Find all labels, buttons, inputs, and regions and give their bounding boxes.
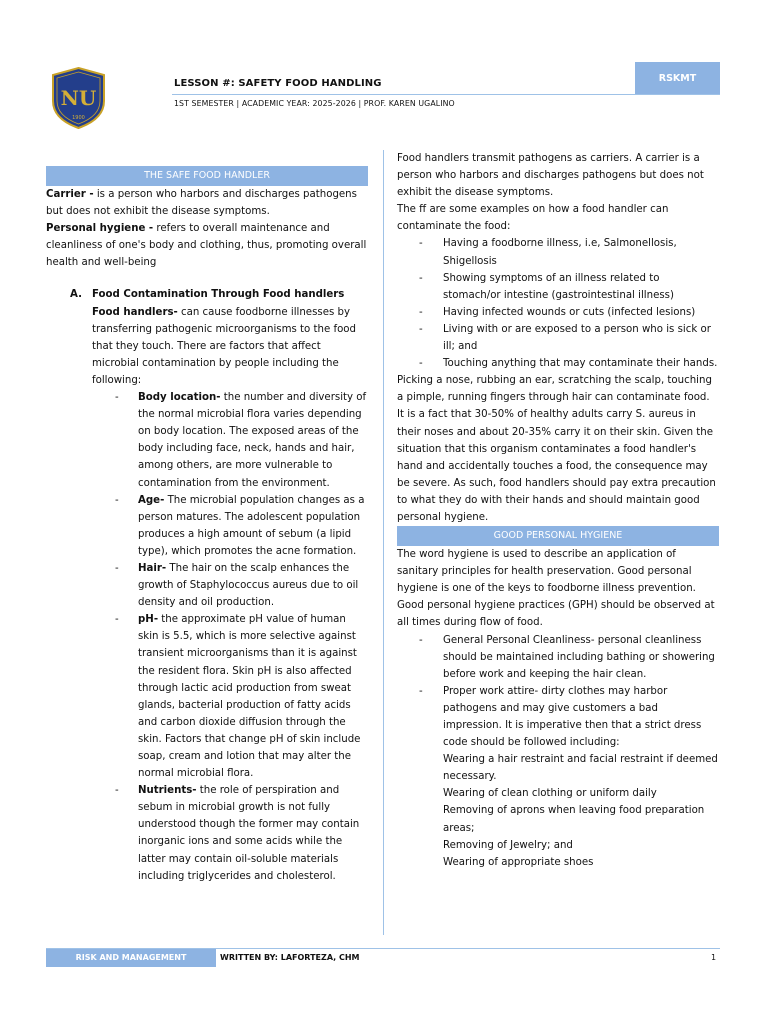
hygiene-paragraph: The word hygiene is used to describe an application of sanitary principles for health preservation. Good personal hygiene is one of the keys to foodborne illness prevention. Good personal hygiene practices (GPH) should be observed at all times during flow of food. [397,549,715,629]
carrier-definition [46,186,368,220]
dress-code-item: Removing of Jewelry; and [443,839,573,851]
factor-description: the role of perspiration and sebum in microbial growth is not fully understood though the former may contain inorganic ions and some acids while the latter may contain oil-soluble materials including triglycerides and cholesterol. [138,785,360,882]
example-text: Having a foodborne illness, i.e, Salmonellosis, Shigellosis [443,238,677,267]
factor-list [92,389,368,885]
section-bar-good-personal-hygiene: GOOD PERSONAL HYGIENE [397,526,719,546]
factor-text [138,611,368,782]
factor-description: the number and diversity of the normal microbial flora varies depending on body location. The exposed areas of the body including face, neck, hands and hair, among others, are more vulnerable to contamination from the environment. [138,392,367,489]
factor-text [138,782,368,885]
factor-item [92,492,368,560]
dash-bullet: - [115,614,119,626]
examples-intro: The ff are some examples on how a food handler can contaminate the food: [397,204,669,233]
factor-text [138,560,368,611]
example-item [397,270,719,304]
factor-term: Hair- [138,562,167,574]
factor-item [92,560,368,611]
example-item [397,235,719,269]
food-handlers-term: Food handlers- [92,306,178,318]
university-logo [50,67,107,129]
factor-text [138,492,368,560]
carrier-intro: Food handlers transmit pathogens as carriers. A carrier is a person who harbors and discharges pathogens but does not exhibit the disease symptoms. [397,153,704,199]
practice-item [397,632,719,683]
example-text: Showing symptoms of an illness related to stomach/or intestine (gastrointestinal illness) [443,272,674,301]
svg-text:1900: 1900 [72,115,85,121]
example-text: Having infected wounds or cuts (infected lesions) [443,306,696,318]
example-item [397,321,719,355]
section-a [46,286,368,884]
dress-code-item: Wearing of appropriate shoes [443,856,594,868]
dash-bullet: - [419,306,423,318]
factor-text [138,389,368,492]
dash-bullet: - [419,238,423,250]
factor-term: pH- [138,614,159,626]
dress-code-item: Wearing of clean clothing or uniform daily [443,788,657,800]
section-a-body [92,286,368,884]
example-text: Living with or are exposed to a person who is sick or ill; and [443,323,711,353]
practice-text: General Personal Cleanliness- personal cleanliness should be maintained including bathing or showering before work and keeping the hair clean. [443,634,715,680]
factor-term: Nutrients- [138,785,197,797]
factor-description: The microbial population changes as a person matures. The adolescent population produces a high amount of sebum (a lipid type), which promotes the acne formation. [138,494,365,557]
factor-term: Body location- [138,392,221,404]
carrier-text: is a person who harbors and discharges pathogens but does not exhibit the disease symptoms. [46,189,357,218]
section-a-title: Food Contamination Through Food handlers [92,289,345,301]
factor-item [92,782,368,885]
svg-text:NU: NU [60,86,97,110]
dash-bullet: - [419,634,423,646]
column-divider [383,150,384,935]
factor-item [92,389,368,492]
factor-term: Age- [138,494,165,506]
right-column [397,150,719,871]
example-item [397,304,719,321]
practice-text: Proper work attire- dirty clothes may harbor pathogens and may give customers a bad impression. It is imperative then that a strict dress code should be followed including: [443,685,702,749]
dash-bullet: - [115,785,119,797]
practice-item [397,683,719,751]
food-handlers-text: can cause foodborne illnesses by transferring pathogenic microorganisms to the food that they touch. There are factors that affect microbial contamination by people including the following: [92,306,356,386]
dash-bullet: - [115,494,119,506]
carrier-term: Carrier - [46,189,94,200]
footer-course: RISK AND MANAGEMENT [46,949,216,967]
example-text: Touching anything that may contaminate their hands. [443,358,718,370]
factor-item [92,611,368,782]
example-item [397,355,719,372]
lesson-subtitle: 1ST SEMESTER | ACADEMIC YEAR: 2025-2026 | PROF. KAREN UGALINO [174,99,455,108]
dash-bullet: - [115,562,119,574]
factor-description: The hair on the scalp enhances the growth of Staphylococcus aureus due to oil density and oil production. [138,562,359,609]
food-handlers-definition [92,304,368,389]
contamination-paragraph: Picking a nose, rubbing an ear, scratching the scalp, touching a pimple, running fingers through hair can contaminate food. It is a fact that 30-50% of healthy adults carry S. aureus in their noses and about 20-35% carry it on their skin. Given the situation that this organism contaminates a food handler's hand and accidentally touches a food, the consequence may be severe. As such, food handlers should pay extra precaution to what they do with their hands and should maintain good personal hygiene. [397,375,716,523]
dash-bullet: - [419,685,423,697]
dress-code-list [397,751,719,871]
hygiene-term: Personal hygiene - [46,223,154,235]
dash-bullet: - [419,272,423,284]
dress-code-item: Wearing a hair restraint and facial restraint if deemed necessary. [443,754,718,783]
header-rule [172,94,720,95]
page-number: 1 [711,953,717,962]
factor-description: the approximate pH value of human skin is 5.5, which is more selective against transient microorganisms than it is against the resident flora. Skin pH is also affected through lactic acid production from sweat glands, bacterial production of fatty acids and carbon dioxide diffusion through the skin. Factors that change pH of skin include soap, cream and lotion that may alter the normal microbial flora. [138,614,361,780]
dress-code-item: Removing of aprons when leaving food preparation areas; [443,805,705,834]
practices-list [397,632,719,752]
section-a-number: A. [70,289,82,301]
examples-list [397,235,719,372]
left-column [46,166,368,885]
section-bar-safe-food-handler: THE SAFE FOOD HANDLER [46,166,368,186]
dash-bullet: - [115,392,119,404]
footer-author: WRITTEN BY: LAFORTEZA, CHM [220,953,360,962]
hygiene-text: refers to overall maintenance and cleanliness of one's body and clothing, thus, promoting overall health and well-being [46,223,367,269]
lesson-title: LESSON #: SAFETY FOOD HANDLING [174,78,382,89]
dash-bullet: - [419,358,423,370]
course-tag: RSKMT [635,62,720,94]
personal-hygiene-definition [46,220,368,271]
dash-bullet: - [419,323,423,335]
